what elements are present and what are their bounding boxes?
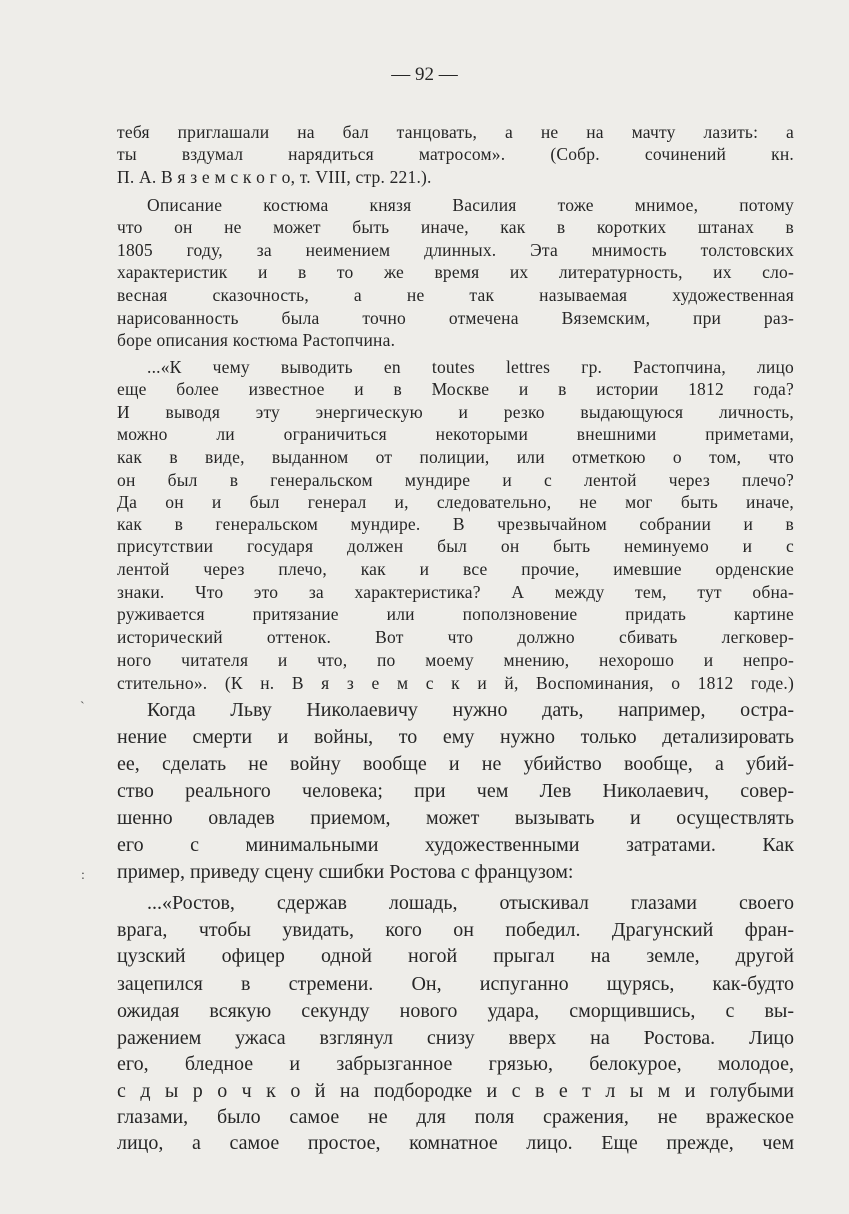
text-line: еще более известное и в Москве и в истории 1812 года? — [117, 379, 794, 399]
text-line: Описание костюма князя Василия тоже мнимое, потому — [147, 195, 794, 215]
text-line: зацепился в стремени. Он, испуганно щурясь, как-будто — [117, 973, 794, 995]
text-line: ного читателя и что, по моему мнению, нехорошо и непро- — [117, 650, 794, 670]
text-line: П. А. В я з е м с к о г о, т. VIII, стр. 221.). — [117, 167, 432, 187]
text-line: исторический оттенок. Вот что должно сбивать легковер- — [117, 627, 794, 647]
text-line: стительно». (К н. В я з е м с к и й, Воспоминания, о 1812 годе.) — [117, 673, 794, 693]
text-line: врага, чтобы увидать, кого он победил. Драгунский фран- — [117, 919, 794, 941]
text-line: цузский офицер одной ногой прыгал на земле, другой — [117, 945, 794, 967]
text-line: он был в генеральском мундире и с лентой через плечо? — [117, 470, 794, 490]
text-line: руживается притязание или поползновение придать картине — [117, 604, 794, 624]
text-line: его, бледное и забрызганное грязью, белокурое, молодое, — [117, 1053, 794, 1075]
text-line: ...«Ростов, сдержав лошадь, отыскивал глазами своего — [147, 892, 794, 914]
text-line: присутствии государя должен был он быть неминуемо и с — [117, 536, 794, 556]
text-line: пример, приведу сцену сшибки Ростова с французом: — [117, 861, 574, 883]
text-line: И выводя эту энергическую и резко выдающуюся личность, — [117, 402, 794, 422]
text-line: нарисованность была точно отмечена Вяземским, при раз- — [117, 308, 794, 328]
margin-mark: ˋ — [80, 700, 85, 715]
text-line: знаки. Что это за характеристика? А между тем, тут обна- — [117, 582, 794, 602]
text-line: нение смерти и войны, то ему нужно только детализировать — [117, 726, 794, 748]
text-line: лицо, а самое простое, комнатное лицо. Еще прежде, чем — [117, 1132, 794, 1154]
text-line: его с минимальными художественными затратами. Как — [117, 834, 794, 856]
text-line: тебя приглашали на бал танцовать, а не на мачту лазить: а — [117, 122, 794, 142]
page-number: — 92 — — [391, 64, 458, 85]
text-line: ожидая всякую секунду нового удара, сморщившись, с вы- — [117, 1000, 794, 1022]
text-line: 1805 году, за неимением длинных. Эта мнимость толстовских — [117, 240, 794, 260]
text-line: с д ы р о ч к о й на подбородке и с в е т л ы м и голубыми — [117, 1080, 794, 1102]
text-line: характеристик и в то же время их литературность, их сло- — [117, 262, 794, 282]
text-line: Да он и был генерал и, следовательно, не мог быть иначе, — [117, 492, 794, 512]
text-line: лентой через плечо, как и все прочие, имевшие орденские — [117, 559, 794, 579]
text-line: как в генеральском мундире. В чрезвычайном собрании и в — [117, 514, 794, 534]
text-line: Когда Льву Николаевичу нужно дать, например, остра- — [147, 699, 794, 721]
text-line: боре описания костюма Растопчина. — [117, 330, 396, 350]
text-line: можно ли ограничиться некоторыми внешними приметами, — [117, 424, 794, 444]
text-line: весная сказочность, а не так называемая художественная — [117, 285, 794, 305]
text-line: глазами, было самое не для поля сражения, не вражеское — [117, 1106, 794, 1128]
text-line: ты вздумал нарядиться матросом». (Собр. сочинений кн. — [117, 144, 794, 164]
text-line: ражением ужаса взглянул снизу вверх на Ростова. Лицо — [117, 1027, 794, 1049]
margin-mark: : — [81, 868, 85, 883]
text-line: ее, сделать не войну вообще и не убийство вообще, а убий- — [117, 753, 794, 775]
text-line: ...«К чему выводить en toutes lettres гр. Растопчина, лицо — [147, 357, 794, 377]
text-line: что он не может быть иначе, как в коротких штанах в — [117, 217, 794, 237]
text-line: ство реального человека; при чем Лев Николаевич, совер- — [117, 780, 794, 802]
text-line: шенно овладев приемом, может вызывать и осуществлять — [117, 807, 794, 829]
text-line: как в виде, выданном от полиции, или отметкою о том, что — [117, 447, 794, 467]
